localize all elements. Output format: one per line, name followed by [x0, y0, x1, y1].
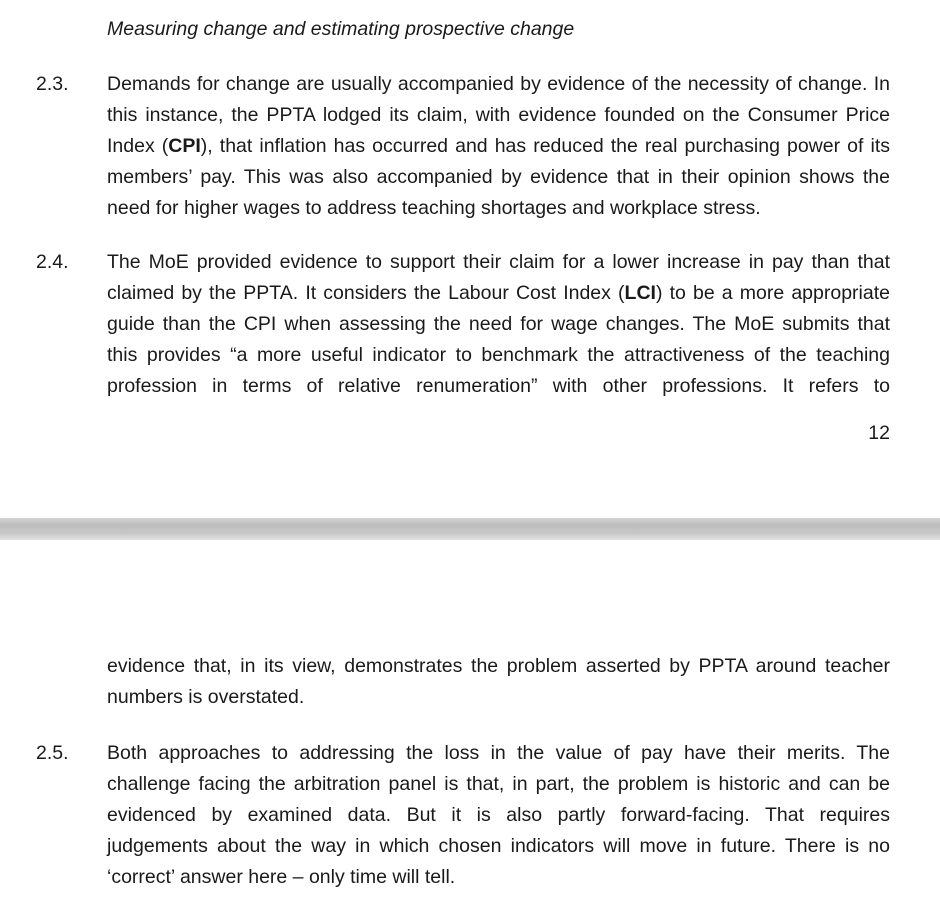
text-line: Index (CPI), that inflation has occurred and has reduced the real purchasing power of its [107, 135, 890, 157]
text-line: judgements about the way in which chosen indicators will move in future. There is no [107, 835, 890, 857]
text-line: numbers is overstated. [107, 686, 305, 708]
paragraph-text [107, 738, 890, 893]
document-page-bottom [0, 540, 940, 905]
text-line: members’ pay. This was also accompanied by evidence that in their opinion shows the [107, 166, 890, 188]
text-line: this instance, the PPTA lodged its claim, with evidence founded on the Consumer Price [107, 104, 890, 126]
text-line: evidenced by examined data. But it is also partly forward-facing. That requires [107, 804, 890, 826]
paragraph-text [107, 651, 890, 713]
paragraph-text [107, 69, 890, 224]
page-separator [0, 518, 940, 540]
bold-term: LCI [624, 282, 656, 304]
page-number: 12 [868, 422, 890, 444]
paragraph-number: 2.3. [36, 73, 69, 95]
text-line: Both approaches to addressing the loss in the value of pay have their merits. The [107, 742, 890, 764]
paragraph-text [107, 247, 890, 402]
text-line: guide than the CPI when assessing the need for wage changes. The MoE submits that [107, 313, 890, 335]
text-line: The MoE provided evidence to support their claim for a lower increase in pay than that [107, 251, 890, 273]
text-line: challenge facing the arbitration panel is that, in part, the problem is historic and can be [107, 773, 890, 795]
paragraph-number: 2.4. [36, 251, 69, 273]
paragraph-number: 2.5. [36, 742, 69, 764]
bold-term: CPI [168, 135, 201, 157]
text-line: Demands for change are usually accompanied by evidence of the necessity of change. In [107, 73, 890, 95]
text-line: evidence that, in its view, demonstrates the problem asserted by PPTA around teacher [107, 655, 890, 677]
text-line: need for higher wages to address teaching shortages and workplace stress. [107, 197, 761, 219]
text-line: profession in terms of relative renumeration” with other professions. It refers to [107, 375, 890, 397]
section-heading: Measuring change and estimating prospective change [107, 18, 575, 40]
text-line: claimed by the PPTA. It considers the Labour Cost Index (LCI) to be a more appropriate [107, 282, 890, 304]
text-line: ‘correct’ answer here – only time will tell. [107, 866, 456, 888]
text-line: this provides “a more useful indicator to benchmark the attractiveness of the teaching [107, 344, 890, 366]
